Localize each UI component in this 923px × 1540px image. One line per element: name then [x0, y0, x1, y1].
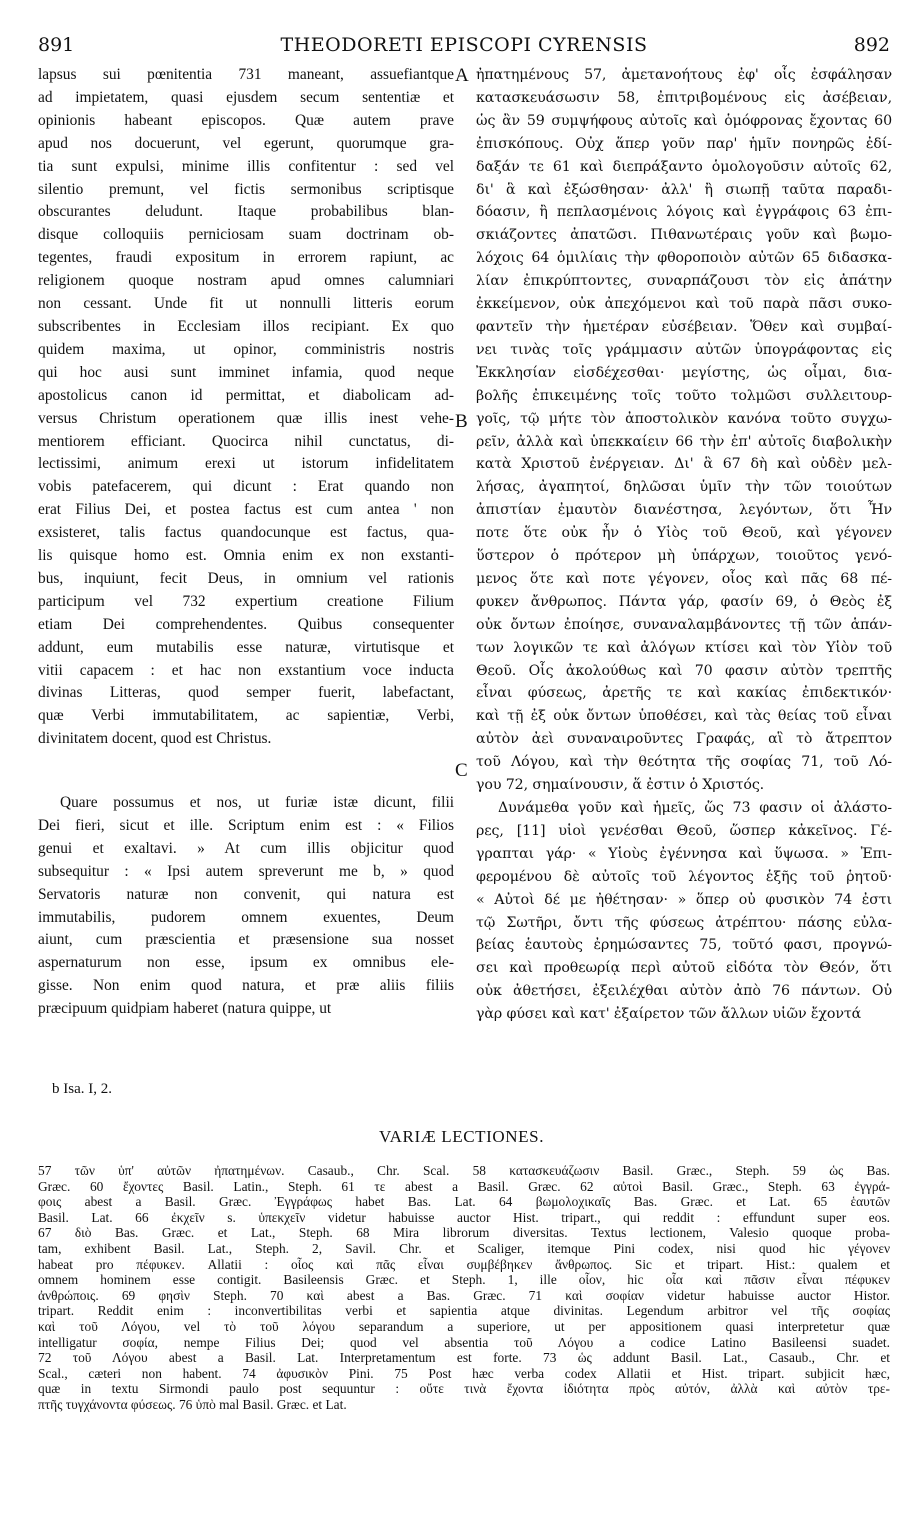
- greek-text-line: σκιάζοντες ἀπατῶσι. Πιθανωτέραις γοῦν καὶ βωμο-: [476, 227, 892, 244]
- variant-reading-line: Basil. Lat. 66 ἐκχεῖν s. ὑπεκχεῖν videtur habuisse auctor Hist. tripart., qui reddit : effundunt super eos.: [38, 1209, 890, 1225]
- latin-text-line: apostolicus canon id permittat, et diabolicam ad-: [38, 386, 454, 404]
- latin-text-line: disque colloquiis perniciosam suam doctrinam ob-: [38, 226, 454, 244]
- variant-readings: [38, 1163, 890, 1413]
- latin-text-line: Dei fieri, sicut et ille. Scriptum enim est : « Filios: [38, 816, 454, 834]
- variant-reading-line: intelligatur σοφία, nempe Filius Dei; quod vel absentia τοῦ Λόγου a codice Latino Basileensi suadet.: [38, 1334, 890, 1350]
- latin-text-line: religionem quoque nostram apud omnes calumniari: [38, 272, 454, 290]
- variant-reading-line: Scal., cæteri non habent. 74 ἀφυσικὸν Pini. 75 Post hæc verba codex Allatii et Hist. tripart. subjicit hæc,: [38, 1365, 890, 1381]
- greek-text-line: ἐκκείμενον, οὐκ ἀπεχόμενοι καὶ τοῦ παρὰ πᾶσι συκο-: [476, 296, 892, 313]
- greek-text-line: φυκεν ἄνθρωπος. Πάντα γάρ, φασίν 69, ὁ Θεὸς ἐξ: [476, 593, 892, 610]
- page-number-right: 892: [853, 34, 890, 56]
- greek-text-line: βείας ἑαυτοὺς ἐρημώσαντες 75, τοῦτό φασι, προγνώ-: [476, 937, 892, 954]
- greek-text-line: σει καὶ προθεωρίᾳ περὶ αὐτοῦ εἰδότα τὸν Θεόν, ὅτι: [476, 960, 892, 977]
- page-number-left: 891: [38, 34, 75, 56]
- variant-reading-line: 67 διὸ Bas. Græc. et Lat., Steph. 68 Mira librorum diversitas. Textus lectionem, Valesio quoque proba-: [38, 1225, 890, 1241]
- greek-text-line: τῷ Σωτῆρι, ὄντι τῆς φύσεως ἀτρέπτου· πάσης εὐλα-: [476, 914, 892, 931]
- variant-reading-line: πτῆς τυγχάνοντα φύσεως. 76 ὑπὸ mal Basil. Græc. et Lat.: [38, 1396, 347, 1412]
- greek-text-line: Δυνάμεθα γοῦν καὶ ἡμεῖς, ὥς 73 φασιν οἱ ἀλάστο-: [498, 800, 892, 816]
- latin-text-line: exsisteret, talis factus quandocunque est factus, qua-: [38, 524, 454, 542]
- latin-text-line: bus, inquiunt, fecit Deus, in omnium vel rationis: [38, 569, 454, 587]
- greek-text-line: ρες, [11] υἱοὶ γενέσθαι Θεοῦ, ὥσπερ κἀκεῖνος. Γέ-: [476, 822, 892, 839]
- greek-text-line: των λογικῶν τε καὶ ἀλόγων κτίσει καὶ τὸν Υἱὸν τοῦ: [476, 639, 892, 656]
- greek-text-line: γὰρ φύσει καὶ κατ' ἐξαίρετον τῶν ἄλλων υἱῶν ἔχοντά: [476, 1006, 862, 1023]
- latin-column-top: [38, 64, 454, 751]
- greek-text-line: λίαν ἐπικρύπτοντες, συναρπάζουσι τὸν εἰς ἀπάτην: [476, 273, 892, 290]
- latin-text-line: addunt, eum mutabilis esse naturæ, virtutisque et: [38, 638, 454, 656]
- latin-text-line: mentiorem efficiant. Quocirca nihil cunctatus, di-: [38, 432, 454, 450]
- latin-text-line: erat Filius Dei, et postea factus est cum antea ' non: [38, 501, 454, 519]
- latin-text-line: lis quisque homo est. Omnia enim ex non exstanti-: [38, 547, 454, 565]
- latin-text-line: tia sunt expulsi, minime illis confitentur : sed vel: [38, 157, 454, 175]
- latin-text-line: opinionis habeant episcopos. Quæ autem prave: [38, 111, 454, 129]
- latin-text-line: vitii capacem : et hac non exstantium voce inducta: [38, 661, 454, 679]
- greek-text-line: δι' ἃ καὶ ἐξώσθησαν· ἀλλ' ἢ σιωπῇ ταῦτα παραδι-: [476, 181, 892, 198]
- greek-text-line: φαντεῖν τὴν ἡμετέραν εὐσέβειαν. Ὅθεν καὶ συμβαί-: [476, 318, 892, 335]
- variae-lectiones-title: VARIÆ LECTIONES.: [378, 1127, 545, 1146]
- latin-text-line: aspernaturum non esse, ipsum ex omnibus ele-: [38, 954, 454, 972]
- latin-text-line: divinas Litteras, quod semper fuerit, labefactant,: [38, 684, 454, 702]
- greek-text-line: ἀπιστίαν ἐμαυτὸν διανέστησα, λεγόντων, ὅτι Ἦν: [476, 502, 892, 519]
- greek-text-line: ὕστερον ὁ πρότερον μὴ ὑπάρχων, τοιοῦτος γενό-: [476, 548, 892, 565]
- latin-text-line: vobis patefacerem, qui dicunt : Erat quando non: [38, 478, 454, 496]
- greek-text-line: εἶναι φύσεως, ἀρετῆς τε καὶ κακίας ἐπιδεκτικόν·: [476, 685, 892, 702]
- latin-text-line: participum vel 732 expertium creatione Filium: [38, 592, 454, 610]
- greek-text-line: δόασιν, ἢ πεπλασμένοις λόγοις καὶ ἐγγράφοις 63 ἐπι-: [476, 204, 892, 221]
- greek-text-line: λόχοις 64 ὁμιλίαις τὴν φθοροποιὸν αὐτῶν 65 διδασκα-: [476, 250, 892, 267]
- greek-text-line: νει τινὰς τοῖς γράμμασιν αὐτῶν ὑπογράφοντας εἰς: [476, 341, 892, 358]
- variant-reading-line: tam, exhibent Basil. Lat., Steph. 2, Savil. Chr. et Scaliger, itemque Pini codex, nisi quod hic γέγονεν: [38, 1240, 890, 1256]
- variant-reading-line: quæ in textu Sirmondi paulo post sequuntur : οὔτε τινὰ ἔχοντα ἰδιότητα πρὸς αὐτόν, ἀλλὰ καὶ αὐτὸν τρε-: [38, 1381, 890, 1397]
- latin-text-line: qui hoc ausi sunt imminet infamia, quod neque: [38, 363, 454, 381]
- latin-text-line: silentio premunt, vel fictis sermonibus scriptisque: [38, 180, 454, 198]
- greek-text-line: κατασκευάσωσιν 58, ἐπιτριβομένους εἰς ἀσέβειαν,: [476, 89, 892, 106]
- section-marker-b: B: [455, 411, 468, 432]
- section-marker-c: C: [455, 760, 468, 781]
- latin-text-line: etiam Dei comprehendentes. Quibus consequenter: [38, 615, 454, 633]
- greek-text-line: δαξάν τε 61 καὶ διεπράξαντο ὁμολογοῦσιν αὐτοῖς 62,: [476, 158, 892, 175]
- greek-text-line: γου 72, σημαίνουσιν, ἅ ἐστιν ὁ Χριστός.: [476, 777, 765, 794]
- latin-text-line: præcipuum quidpiam haberet (natura quippe, ut: [38, 1000, 332, 1018]
- greek-text-line: αὐτὸν ἀεὶ συναναιροῦντες Γραφάς, αἳ τὸ ἄτρεπτον: [476, 731, 892, 748]
- greek-text-line: ἐπισκόπους. Οὐχ ἅπερ γοῦν παρ' ἡμῖν πονηρῶς ἐδί-: [476, 135, 892, 152]
- variant-reading-line: 57 τῶν ὑπ' αὐτῶν ἠπατημένων. Casaub., Chr. Scal. 58 κατασκευάζωσιν Basil. Græc., Steph. 59 ὡς Bas.: [38, 1163, 890, 1178]
- greek-text-line: γοῖς, τῷ μήτε τὸν ἀποστολικὸν κανόνα τοῦτο συγχω-: [476, 410, 892, 427]
- greek-text-line: καὶ τῇ ἐξ οὐκ ὄντων ὑποθέσει, καὶ τὰς θείας τοῦ εἶναι: [476, 708, 892, 725]
- greek-text-line: ρεῖν, ἀλλὰ καὶ ὑπεκκαίειν 66 τὴν ἐπ' αὐτοῖς διαβολικὴν: [476, 433, 892, 450]
- latin-text-line: lapsus sui pœnitentia 731 maneant, assuefiantque: [38, 66, 454, 83]
- latin-text-line: aiunt, cum præscientia et præsensione sua nosset: [38, 931, 454, 949]
- greek-text-line: μενος ὅτε καὶ ποτε γέγονεν, οἷος καὶ πᾶς 68 πέ-: [476, 570, 892, 587]
- greek-text-line: ὡς ἂν 59 συμψήφους αὐτοῖς καὶ ὁμόφρονας ἔχοντας 60: [476, 112, 892, 129]
- latin-text-line: Servatoris naturæ non convenit, qui natura est: [38, 885, 454, 903]
- latin-column-bottom: [38, 792, 454, 1021]
- latin-text-line: divinitatem docent, quod est Christus.: [38, 730, 272, 748]
- greek-text-line: γραπται γάρ· « Υἱοὺς ἐγέννησα καὶ ὕψωσα. » Ἐπι-: [476, 845, 892, 862]
- latin-text-line: quidem maxima, ut opinor, comministris nostris: [38, 340, 454, 358]
- section-marker-a: A: [455, 65, 469, 86]
- latin-text-line: subscribentes in Ecclesiam illos recipiant. Ex quo: [38, 317, 454, 335]
- variant-reading-line: 72 τοῦ Λόγου abest a Basil. Lat. Interpretamentum est forte. 73 ὡς addunt Basil. Lat., Casaub., Chr. et: [38, 1350, 890, 1366]
- variant-reading-line: omnem hominem esse contigit. Basileensis Græc. et Steph. 1, ille οἷον, hic οἷα καὶ πᾶσιν εἶναι πέφυκεν: [38, 1272, 890, 1288]
- greek-text-line: Θεοῦ. Οἷς ἀκολούθως καὶ 70 φασιν αὐτὸν τρεπτῆς: [476, 662, 892, 679]
- greek-text-line: λήσας, ἀγαπητοί, δηλῶσαι ὑμῖν τὴν τῶν τοιούτων: [476, 479, 892, 496]
- latin-text-line: tegentes, fraudi expositum in errorem rapiunt, ac: [38, 249, 454, 267]
- greek-text-line: τοῦ Λόγου, καὶ τὴν θεότητα τῆς σοφίας 71, τοῦ Λό-: [476, 754, 892, 771]
- latin-text-line: quæ Verbi immutabilitatem, ac sapientiæ, Verbi,: [38, 707, 454, 725]
- running-title: THEODORETI EPISCOPI CYRENSIS: [280, 34, 648, 56]
- greek-text-line: βολῆς ἐπικειμένης τοῖς τοῦτο τολμῶσι συλλειτουρ-: [476, 387, 892, 404]
- variant-reading-line: habeat pro πέφυκεν. Allatii : οἷος καὶ πᾶς εἶναι συμβέβηκεν ἄνθρωπος. Sic et tripart. Hist.: qualem et: [38, 1256, 890, 1272]
- footnote: b Isa. I, 2.: [52, 1081, 112, 1097]
- greek-column: [476, 64, 892, 1026]
- latin-text-line: subsequitur : « Ipsi autem spreverunt me b, » quod: [38, 862, 454, 880]
- latin-text-line: ad impietatem, quasi ejusdem secum sententiæ et: [38, 88, 454, 106]
- greek-text-line: κατὰ Χριστοῦ ἐνέργειαν. Δι' ἃ 67 δὴ καὶ οὐδὲν μελ-: [476, 456, 892, 473]
- greek-text-line: φερομένου δὲ αὐτοῖς τοῦ λέγοντος ἑξῆς τοῦ ῥητοῦ·: [476, 868, 892, 885]
- latin-text-line: obscurantes deludunt. Itaque probabilibus blan-: [38, 203, 454, 221]
- greek-text-line: « Αὐτοὶ δέ με ἠθέτησαν· » ὅπερ οὐ φυσικὸν 74 ἐστι: [476, 891, 892, 908]
- greek-text-line: ἠπατημένους 57, ἀμετανοήτους ἐφ' οἷς ἐσφάλησαν: [476, 67, 892, 83]
- latin-text-line: gisse. Non enim quod natura, et præ aliis filiis: [38, 977, 454, 995]
- latin-text-line: lectissimi, animum erexi ut istorum infidelitatem: [38, 455, 454, 473]
- variant-reading-line: καὶ τοῦ Λόγου, vel τὸ τοῦ λόγου separandum a superiore, ut per appositionem quasi interpretetur quæ: [38, 1318, 890, 1334]
- variant-reading-line: tripart. Reddit enim : inconvertibilitas verbi et sapientia atque divinitas. Legendum arbitror vel τῆς σοφίας: [38, 1303, 890, 1319]
- greek-text-line: οὐκ ὄντων ἐποίησε, συναναλαμβάνοντες τῇ τῶν ἁπάν-: [476, 616, 892, 633]
- latin-text-line: non cessant. Unde fit ut nonnulli litteris eorum: [38, 295, 454, 313]
- variant-reading-line: ἀνθρώποις. 69 φησὶν Steph. 70 καὶ abest a Bas. Græc. 71 καὶ σοφίαν videtur habuisse auctor Histor.: [38, 1287, 890, 1303]
- latin-text-line: genui et exaltavi. » At cum illis objicitur quod: [38, 839, 454, 857]
- greek-text-line: Ἐκκλησίαν εἰσδέχεσθαι· μεγίστης, ὡς οἶμαι, δια-: [476, 364, 892, 381]
- latin-text-line: apud nos docuerunt, vel egerunt, quorumque gra-: [38, 134, 454, 152]
- variant-reading-line: Græc. 60 ἔχοντες Basil. Latin., Steph. 61 τε abest a Basil. Græc. 62 αὐτοὶ Basil. Græc., Steph. 63 ἐγγρά-: [38, 1178, 890, 1194]
- latin-text-line: immutabilis, pudorem omnem exuentes, Deum: [38, 908, 454, 926]
- greek-text-line: ποτε ὅτε οὐκ ἦν ὁ Υἱὸς τοῦ Θεοῦ, καὶ γέγονεν: [476, 525, 892, 542]
- variant-reading-line: φοις abest a Basil. Græc. Ἐγγράφως habet Bas. Lat. 64 βωμολοχικαῖς Bas. Græc. et Lat. 65 ἑαυτῶν: [38, 1194, 890, 1210]
- latin-text-line: versus Christum operationem quæ illis inest vehe-: [38, 409, 454, 427]
- greek-text-line: οὐκ ἀθετήσει, ἐξειλέχθαι αὐτὸν ἀπὸ 76 πάντων. Οὐ: [476, 983, 892, 1000]
- latin-text-line: Quare possumus et nos, ut furiæ istæ dicunt, filii: [60, 794, 454, 811]
- running-header: [38, 34, 890, 60]
